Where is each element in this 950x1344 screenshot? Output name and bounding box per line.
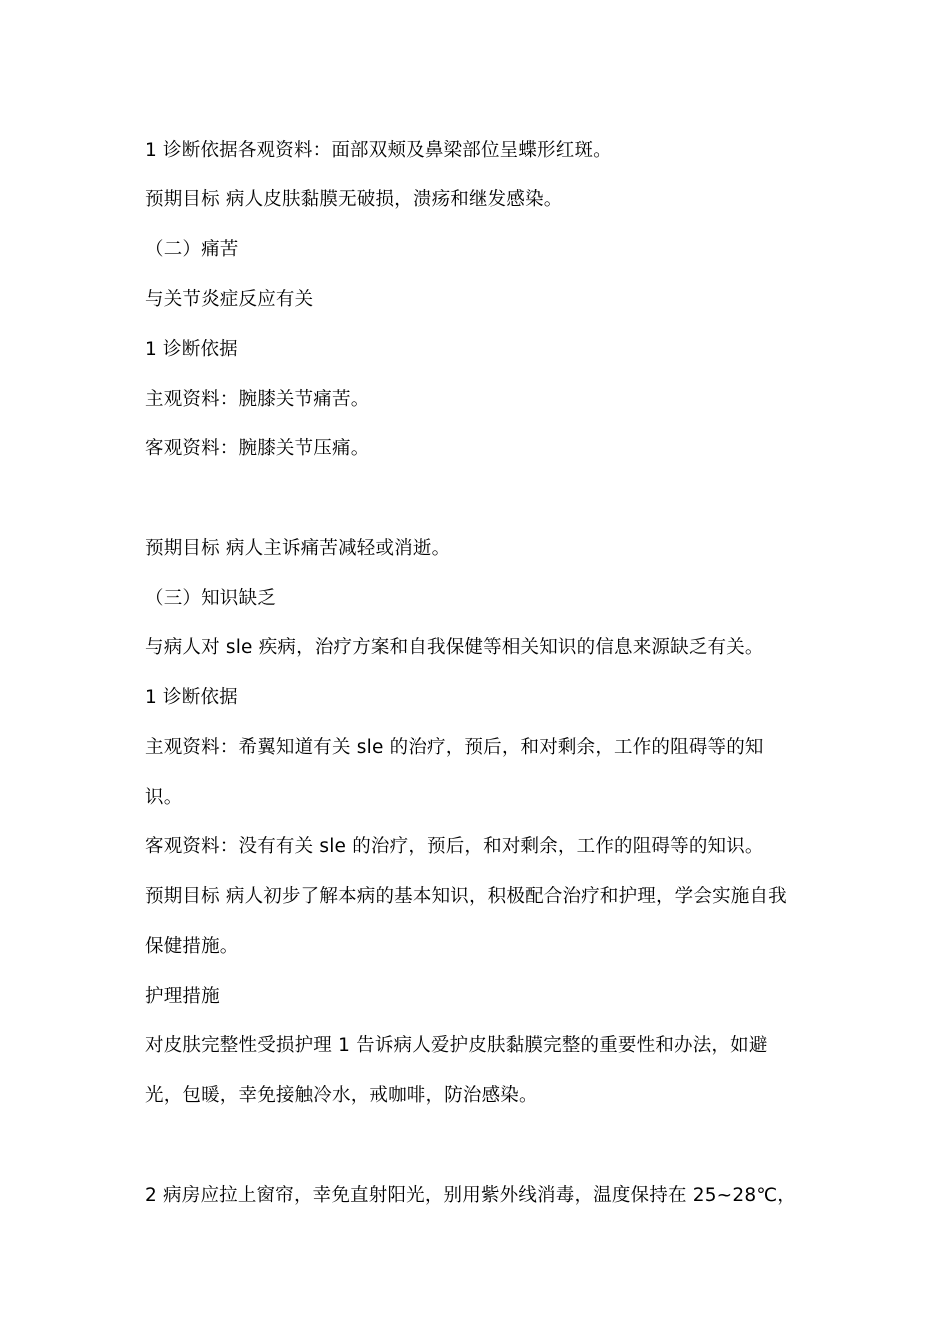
text-line: 预期目标 病人主诉痛苦减轻或消逝。 bbox=[145, 538, 451, 559]
text-line: 1 诊断依据 bbox=[145, 339, 238, 360]
text-line: 2 病房应拉上窗帘，幸免直射阳光，别用紫外线消毒，温度保持在 25~28℃， bbox=[145, 1185, 796, 1206]
text-line: 对皮肤完整性受损护理 1 告诉病人爱护皮肤黏膜完整的重要性和办法，如避 bbox=[145, 1035, 768, 1056]
text-line: 与关节炎症反应有关 bbox=[145, 289, 314, 310]
text-line: 客观资料：腕膝关节压痛。 bbox=[145, 438, 370, 459]
section-heading: 护理措施 bbox=[145, 986, 220, 1007]
text-line: 预期目标 病人皮肤黏膜无破损，溃疡和继发感染。 bbox=[145, 189, 563, 210]
section-heading: （三）知识缺乏 bbox=[145, 588, 276, 609]
text-line: 1 诊断依据 bbox=[145, 687, 238, 708]
section-heading: （二）痛苦 bbox=[145, 239, 239, 260]
text-line: 与病人对 sle 疾病，治疗方案和自我保健等相关知识的信息来源缺乏有关。 bbox=[145, 637, 764, 658]
text-line: 预期目标 病人初步了解本病的基本知识，积极配合治疗和护理，学会实施自我 bbox=[145, 886, 787, 907]
text-line: 主观资料：希翼知道有关 sle 的治疗，预后，和对剩余，工作的阻碍等的知 bbox=[145, 737, 764, 758]
text-line: 1 诊断依据各观资料：面部双颊及鼻梁部位呈蝶形红斑。 bbox=[145, 140, 612, 161]
text-line: 保健措施。 bbox=[145, 936, 239, 957]
text-line: 客观资料：没有有关 sle 的治疗，预后，和对剩余，工作的阻碍等的知识。 bbox=[145, 836, 764, 857]
text-line: 识。 bbox=[145, 787, 183, 808]
text-line: 光，包暖，幸免接触冷水，戒咖啡，防治感染。 bbox=[145, 1085, 538, 1106]
text-line: 主观资料：腕膝关节痛苦。 bbox=[145, 389, 370, 410]
